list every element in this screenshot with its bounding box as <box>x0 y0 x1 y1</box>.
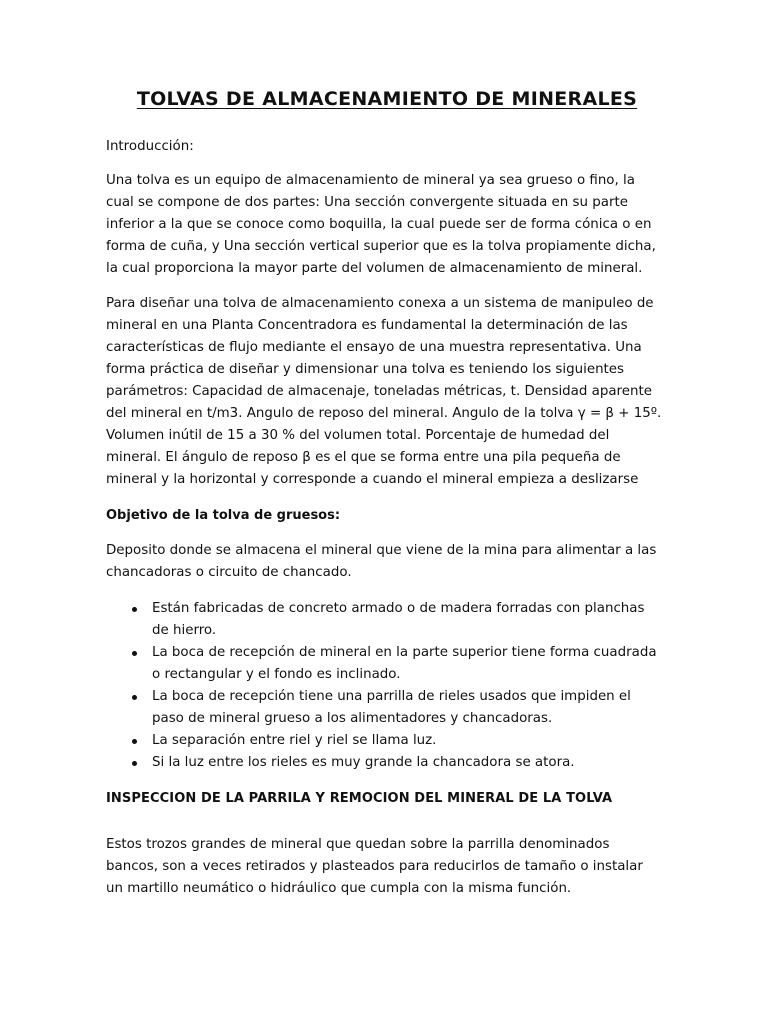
bullet-icon <box>132 651 137 656</box>
objective-subheading: Objetivo de la tolva de gruesos: <box>106 508 341 523</box>
list-item <box>106 730 664 752</box>
bullet-icon <box>132 607 137 612</box>
bullet-icon <box>132 761 137 766</box>
inspection-heading: INSPECCION DE LA PARRILA Y REMOCION DEL MINERAL DE LA TOLVA <box>106 791 613 806</box>
bullet-icon <box>132 695 137 700</box>
features-list <box>106 598 664 774</box>
intro-paragraph: Una tolva es un equipo de almacenamiento de mineral ya sea grueso o fino, la cual se compone de dos partes: Una sección convergente situada en su parte inferior a la que se conoce como boquilla, la cual puede ser de forma cónica o en forma de cuña, y Una sección vertical superior que es la tolva propiamente dicha, la cual proporciona la mayor parte del volumen de almacenamiento de mineral. <box>106 173 656 276</box>
list-item <box>106 598 664 642</box>
list-item-text: La boca de recepción tiene una parrilla de rieles usados que impiden el paso de mineral grueso a los alimentadores y chancadoras. <box>152 689 631 726</box>
list-item <box>106 686 664 730</box>
list-item-text: La boca de recepción de mineral en la parte superior tiene forma cuadrada o rectangular y el fondo es inclinado. <box>152 645 657 682</box>
list-item-text: Si la luz entre los rieles es muy grande la chancadora se atora. <box>152 755 575 770</box>
design-paragraph: Para diseñar una tolva de almacenamiento conexa a un sistema de manipuleo de mineral en una Planta Concentradora es fundamental la determinación de las características de flujo mediante el ensayo de una muestra representativa. Una forma práctica de diseñar y dimensionar una tolva es teniendo los siguientes parámetros: Capacidad de almacenaje, toneladas métricas, t. Densidad aparente del mineral en t/m3. Angulo de reposo del mineral. Angulo de la tolva γ = β + 15º. Volumen inútil de 15 a 30 % del volumen total. Porcentaje de humedad del mineral. El ángulo de reposo β es el que se forma entre una pila pequeña de mineral y la horizontal y corresponde a cuando el mineral empieza a deslizarse <box>106 296 662 487</box>
objective-paragraph: Deposito donde se almacena el mineral que viene de la mina para alimentar a las chancadoras o circuito de chancado. <box>106 543 657 580</box>
list-item <box>106 642 664 686</box>
intro-label: Introducción: <box>106 139 194 154</box>
list-item <box>106 752 664 774</box>
list-item-text: Están fabricadas de concreto armado o de madera forradas con planchas de hierro. <box>152 601 645 638</box>
inspection-paragraph: Estos trozos grandes de mineral que quedan sobre la parrilla denominados bancos, son a veces retirados y plasteados para reducirlos de tamaño o instalar un martillo neumático o hidráulico que cumpla con la misma función. <box>106 837 643 896</box>
bullet-icon <box>132 739 137 744</box>
list-item-text: La separación entre riel y riel se llama luz. <box>152 733 437 748</box>
document-title: TOLVAS DE ALMACENAMIENTO DE MINERALES <box>136 88 638 110</box>
